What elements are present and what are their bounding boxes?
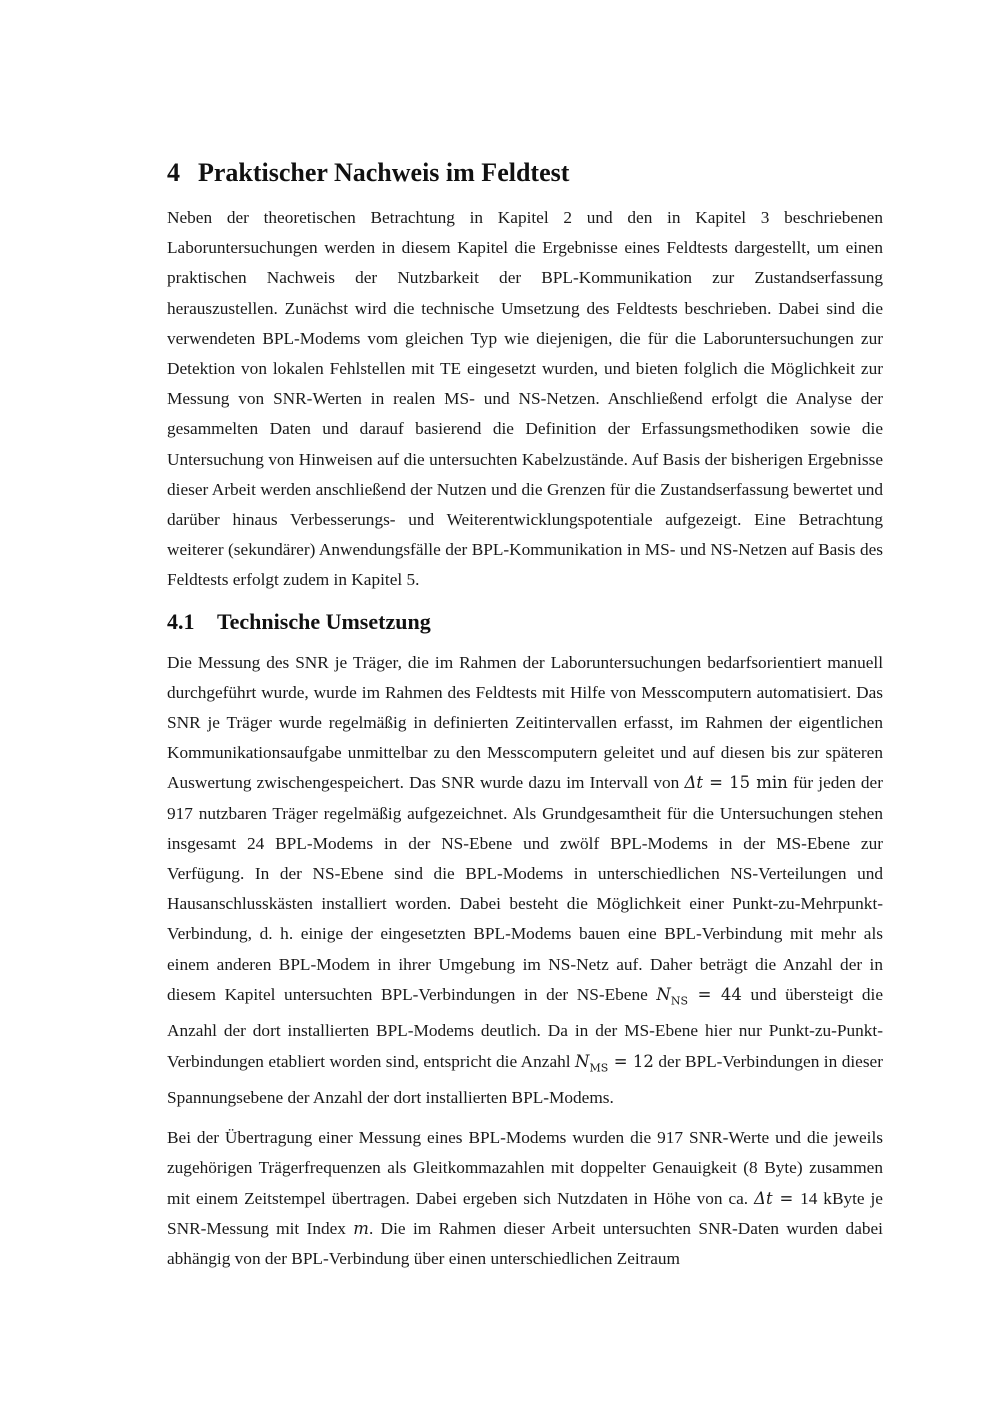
- math-value: =: [772, 1188, 801, 1208]
- math-value: = 15 min: [703, 773, 788, 793]
- math-subscript: NS: [670, 994, 689, 1008]
- math-value: = 44: [688, 984, 742, 1004]
- math-subscript: MS: [589, 1060, 609, 1074]
- text-run: . Die im Rahmen dieser Arbeit untersuchten SNR-Daten wurden dabei abhängig von der BPL-Verbindung über einen unterschiedlichen Zeitraum: [167, 1218, 883, 1269]
- chapter-number: 4: [167, 158, 180, 187]
- section-number: 4.1: [167, 608, 195, 634]
- math-symbol: Δt: [684, 773, 704, 793]
- math-index-m: m: [353, 1218, 369, 1238]
- chapter-heading: [167, 155, 883, 191]
- math-delta-t: [685, 773, 788, 792]
- math-delta-t: [754, 1189, 800, 1208]
- math-symbol: N: [656, 984, 671, 1004]
- section-heading: [167, 606, 883, 638]
- text-run: für jeden der 917 nutzbaren Träger regelmäßig aufgezeichnet. Als Grundgesamtheit für die Untersuchungen stehen insgesamt 24 BPL-Modems in der NS-Ebene und zwölf BPL-Modems in der MS-Ebene zur Verfügung. In der NS-Ebene sind die BPL-Modems in unterschiedlichen NS-Verteilungen und Hausanschlusskästen installiert worden. Dabei besteht die Möglichkeit einer Punkt-zu-Mehrpunkt-Verbindung, d. h. einige der eingesetzten BPL-Modems bauen eine BPL-Verbindung mit mehr als einem anderen BPL-Modem in ihrer Umgebung im NS-Netz auf. Daher beträgt die Anzahl der in diesem Kapitel untersuchten BPL-Verbindungen in der NS-Ebene: [167, 773, 883, 1004]
- text-run: Bei der Übertragung einer Messung eines BPL-Modems wurden die 917 SNR-Werte und die jeweils zugehörigen Trägerfrequenzen als Gleitkommazahlen mit doppelter Genauigkeit (8 Byte) zusammen mit einem Zeitstempel übertragen. Dabei ergeben sich Nutzdaten in Höhe von ca.: [167, 1128, 883, 1208]
- math-value: = 12: [608, 1051, 654, 1071]
- document-page: [167, 155, 883, 1284]
- math-n-ms: [575, 1051, 654, 1074]
- section-title: Technische Umsetzung: [217, 608, 431, 634]
- section-paragraph-1: [167, 648, 883, 1114]
- chapter-intro-paragraph: Neben der theoretischen Betrachtung in Kapitel 2 und den in Kapitel 3 beschriebenen Laboruntersuchungen werden in diesem Kapitel die Ergebnisse eines Feldtests dargestellt, um einen praktischen Nachweis der Nutzbarkeit der BPL-Kommunikation zur Zustandserfassung herauszustellen. Zunächst wird die technische Umsetzung des Feldtests beschrieben. Dabei sind die verwendeten BPL-Modems vom gleichen Typ wie diejenigen, die für die Laboruntersuchungen zur Detektion von lokalen Fehlstellen mit TE eingesetzt wurden, und bieten folglich die Möglichkeit zur Messung von SNR-Werten in realen MS- und NS-Netzen. Anschließend erfolgt die Analyse der gesammelten Daten und darauf basierend die Definition der Erfassungsmethodiken sowie die Untersuchung von Hinweisen auf die untersuchten Kabelzustände. Auf Basis der bisherigen Ergebnisse dieser Arbeit werden anschließend der Nutzen und die Grenzen für die Zustandserfassung bewertet und darüber hinaus Verbesserungs- und Weiterentwicklungspotentiale aufgezeigt. Eine Betrachtung weiterer (sekundärer) Anwendungsfälle der BPL-Kommunikation in MS- und NS-Netzen auf Basis des Feldtests erfolgt zudem in Kapitel 5.: [167, 208, 883, 590]
- text-run: der BPL-Verbindungen in dieser Spannungsebene der Anzahl der dort installierten BPL-Modems.: [167, 1051, 883, 1108]
- text-run: Die Messung des SNR je Träger, die im Rahmen der Laboruntersuchungen bedarfsorientiert manuell durchgeführt wurde, wurde im Rahmen des Feldtests mit Hilfe von Messcomputern automatisiert. Das SNR je Träger wurde regelmäßig in definierten Zeitintervallen erfasst, im Rahmen der eigentlichen Kommunikationsaufgabe unmittelbar zu den Messcomputern geleitet und auf diesen bis zur späteren Auswertung zwischengespeichert. Das SNR wurde dazu im Intervall von: [167, 652, 883, 793]
- text-run: und übersteigt die Anzahl der dort installierten BPL-Modems deutlich. Da in der MS-Ebene hier nur Punkt-zu-Punkt-Verbindungen etabliert worden sind, entspricht die Anzahl: [167, 984, 883, 1071]
- math-symbol: Δt: [754, 1188, 773, 1208]
- section-paragraph-2: [167, 1123, 883, 1274]
- math-symbol: N: [575, 1051, 590, 1071]
- chapter-title: Praktischer Nachweis im Feldtest: [198, 158, 570, 187]
- text-run: 14 kByte je SNR-Messung mit Index: [167, 1188, 883, 1238]
- math-n-ns: [656, 984, 742, 1008]
